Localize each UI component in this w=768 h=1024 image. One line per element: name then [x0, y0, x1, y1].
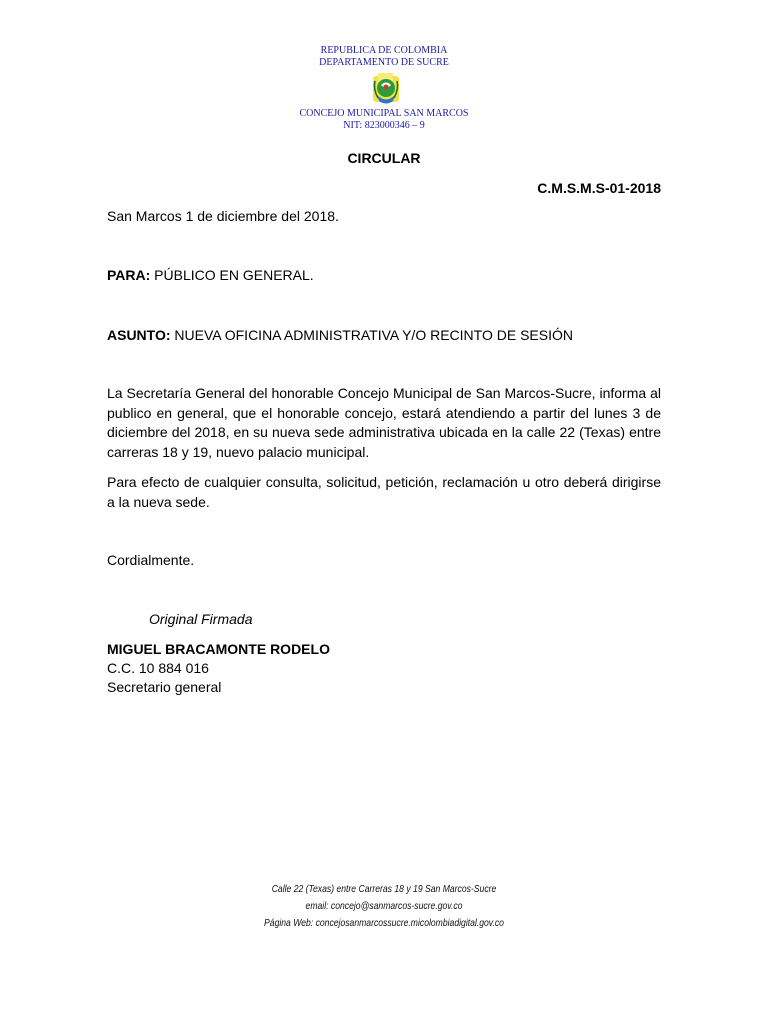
date-line: San Marcos 1 de diciembre del 2018.: [107, 208, 339, 224]
subject-line: [107, 326, 573, 346]
closing-line: Cordialmente.: [107, 552, 195, 568]
document-code: C.M.S.M.S-01-2018: [537, 180, 661, 196]
header-nit: NIT: 823000346 – 9: [343, 120, 425, 131]
body-paragraph-1: La Secretaría General del honorable Concejo Municipal de San Marcos-Sucre, informa al publico en general, que el honorable concejo, estará atendiendo a partir del lunes 3 de diciembre del 2018, en su nueva sede administrativa ubicada en la calle 22 (Texas) entre carreras 18 y 19, nuevo palacio municipal.: [107, 385, 661, 460]
municipal-seal-icon: [372, 71, 400, 107]
recipient-value: PÚBLICO EN GENERAL.: [150, 267, 314, 283]
header-country: REPUBLICA DE COLOMBIA: [320, 45, 448, 56]
document-title: CIRCULAR: [347, 150, 421, 166]
header-department: DEPARTAMENTO DE SUCRE: [319, 57, 449, 68]
subject-value: NUEVA OFICINA ADMINISTRATIVA Y/O RECINTO DE SESIÓN: [170, 327, 573, 343]
footer-website: Página Web: concejosanmarcossucre.micolombiadigital.gov.co: [264, 917, 504, 929]
footer-email: email: concejo@sanmarcos-sucre.gov.co: [305, 900, 463, 912]
body-paragraph-2: Para efecto de cualquier consulta, solicitud, petición, reclamación u otro deberá dirigirse a la nueva sede.: [107, 474, 661, 510]
header-council-name: CONCEJO MUNICIPAL SAN MARCOS: [299, 108, 469, 119]
signer-id: C.C. 10 884 016: [107, 660, 209, 676]
subject-label: ASUNTO:: [107, 327, 171, 343]
recipient-label: PARA:: [107, 267, 151, 283]
footer-address: Calle 22 (Texas) entre Carreras 18 y 19 San Marcos-Sucre: [271, 883, 497, 895]
signature-note: Original Firmada: [149, 611, 253, 627]
signer-name: MIGUEL BRACAMONTE RODELO: [107, 641, 330, 657]
signer-role: Secretario general: [107, 679, 222, 695]
recipient-line: [107, 266, 314, 286]
